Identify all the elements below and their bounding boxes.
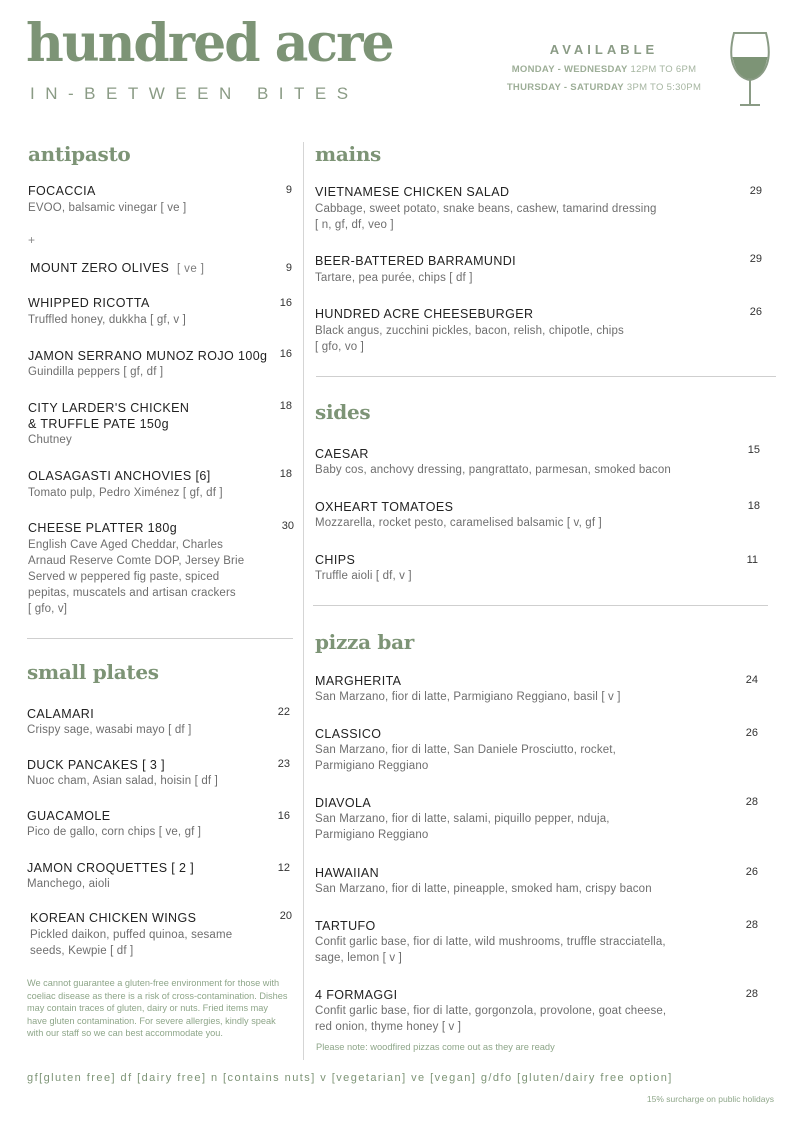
item-price: 16: [277, 810, 290, 822]
item-price: 28: [745, 919, 758, 931]
surcharge-note: 15% surcharge on public holidays: [646, 1094, 774, 1104]
item-desc: [ gfo, vo ]: [315, 341, 364, 353]
item-price: 16: [279, 348, 292, 360]
item-price: 26: [745, 866, 758, 878]
item-desc: Confit garlic base, fior di latte, gorgonzola, provolone, goat cheese,: [315, 1005, 667, 1017]
hours-weekday: MONDAY - WEDNESDAY 12PM TO 6PM: [511, 64, 697, 75]
item-desc: San Marzano, fior di latte, salami, piquillo pepper, nduja,: [315, 813, 610, 825]
item-price: 28: [745, 988, 758, 1000]
item-price: 22: [277, 706, 290, 718]
item-desc: Pickled daikon, puffed quinoa, sesame: [30, 929, 233, 941]
item-price: 16: [279, 297, 292, 309]
item-desc: Parmigiano Reggiano: [315, 829, 429, 841]
item-desc: San Marzano, fior di latte, pineapple, smoked ham, crispy bacon: [315, 883, 652, 895]
tagline: IN-BETWEEN BITES: [30, 84, 359, 103]
item-desc: Truffled honey, dukkha [ gf, v ]: [28, 314, 187, 326]
section-divider: [313, 605, 768, 606]
item-price: 26: [749, 306, 762, 318]
item-desc: Tartare, pea purée, chips [ df ]: [315, 272, 473, 284]
item-desc: Chutney: [28, 434, 72, 446]
item-desc: Pico de gallo, corn chips [ ve, gf ]: [27, 826, 202, 838]
item-price: 9: [285, 184, 292, 196]
item-desc: Arnaud Reserve Comte DOP, Jersey Brie: [28, 555, 245, 567]
item-name: FOCACCIA: [28, 184, 96, 198]
item-price: 28: [745, 796, 758, 808]
item-price: 15: [747, 444, 760, 456]
item-desc: [ gfo, v]: [28, 603, 68, 615]
item-name: VIETNAMESE CHICKEN SALAD: [315, 185, 510, 199]
pizza-note: Please note: woodfired pizzas come out as they are ready: [316, 1042, 555, 1052]
item-desc: [ n, gf, df, veo ]: [315, 219, 394, 231]
plus-separator: +: [28, 233, 36, 247]
item-price: 18: [279, 468, 292, 480]
item-price: 30: [281, 520, 294, 532]
section-title-small-plates: small plates: [27, 660, 159, 684]
section-title-antipasto: antipasto: [28, 142, 131, 166]
item-name: MOUNT ZERO OLIVES [ ve ]: [30, 261, 205, 275]
dietary-legend: gf[gluten free] df [dairy free] n [contains nuts] v [vegetarian] ve [vegan] g/dfo [gluten/dairy free option]: [27, 1072, 673, 1084]
item-name: MARGHERITA: [315, 674, 402, 688]
item-desc: Manchego, aioli: [27, 878, 110, 890]
item-price: 20: [279, 910, 292, 922]
item-name: WHIPPED RICOTTA: [28, 296, 150, 310]
item-desc: Crispy sage, wasabi mayo [ df ]: [27, 724, 192, 736]
item-name: GUACAMOLE: [27, 809, 111, 823]
item-desc: Served w peppered fig paste, spiced: [28, 571, 220, 583]
item-name: KOREAN CHICKEN WINGS: [30, 911, 197, 925]
item-name: CALAMARI: [27, 707, 95, 721]
item-desc: Parmigiano Reggiano: [315, 760, 429, 772]
item-price: 18: [279, 400, 292, 412]
item-name: HAWAIIAN: [315, 866, 380, 880]
section-divider: [27, 638, 293, 639]
item-desc: Baby cos, anchovy dressing, pangrattato, parmesan, smoked bacon: [315, 464, 671, 476]
item-diet-tag: [ ve ]: [176, 263, 205, 275]
item-name: CAESAR: [315, 447, 369, 461]
item-desc: Guindilla peppers [ gf, df ]: [28, 366, 164, 378]
item-name: DUCK PANCAKES [ 3 ]: [27, 758, 165, 772]
item-name: 4 FORMAGGI: [315, 988, 398, 1002]
item-desc: Nuoc cham, Asian salad, hoisin [ df ]: [27, 775, 218, 787]
item-name: CHEESE PLATTER 180g: [28, 521, 178, 535]
item-desc: sage, lemon [ v ]: [315, 952, 402, 964]
item-name: TARTUFO: [315, 919, 376, 933]
available-heading: AVAILABLE: [549, 42, 659, 57]
item-name: OLASAGASTI ANCHOVIES [6]: [28, 469, 211, 483]
item-desc: Mozzarella, rocket pesto, caramelised balsamic [ v, gf ]: [315, 517, 602, 529]
item-name: JAMON CROQUETTES [ 2 ]: [27, 861, 195, 875]
item-name: JAMON SERRANO MUNOZ ROJO 100g: [28, 349, 268, 363]
item-price: 24: [745, 674, 758, 686]
item-desc: red onion, thyme honey [ v ]: [315, 1021, 462, 1033]
brand-logo: hundred acre: [26, 13, 393, 74]
item-name: OXHEART TOMATOES: [315, 500, 454, 514]
allergy-disclaimer: We cannot guarantee a gluten-free environment for those with coeliac disease as there is a risk of cross-contamination. Dishes may contain traces of gluten, dairy or nuts. Fried items may have gluten contamination. For severe allergies, kindly speak with our staff so we can best accommodate you.: [27, 978, 288, 1039]
section-divider: [316, 376, 776, 377]
item-name: HUNDRED ACRE CHEESEBURGER: [315, 307, 534, 321]
item-desc: Truffle aioli [ df, v ]: [315, 570, 412, 582]
item-name: DIAVOLA: [315, 796, 372, 810]
item-desc: seeds, Kewpie [ df ]: [30, 945, 134, 957]
item-name: & TRUFFLE PATE 150g: [28, 417, 169, 431]
item-desc: San Marzano, fior di latte, San Daniele Prosciutto, rocket,: [315, 744, 616, 756]
item-desc: Cabbage, sweet potato, snake beans, cashew, tamarind dressing: [315, 203, 657, 215]
item-desc: Confit garlic base, fior di latte, wild mushrooms, truffle stracciatella,: [315, 936, 666, 948]
item-name: BEER-BATTERED BARRAMUNDI: [315, 254, 517, 268]
item-desc: EVOO, balsamic vinegar [ ve ]: [28, 202, 187, 214]
item-price: 29: [749, 185, 762, 197]
item-desc: San Marzano, fior di latte, Parmigiano Reggiano, basil [ v ]: [315, 691, 621, 703]
item-price: 23: [277, 758, 290, 770]
item-desc: pepitas, muscatels and artisan crackers: [28, 587, 236, 599]
section-title-sides: sides: [315, 400, 371, 424]
item-price: 26: [745, 727, 758, 739]
wine-glass-icon: [728, 30, 772, 110]
item-price: 18: [747, 500, 760, 512]
item-name: CITY LARDER'S CHICKEN: [28, 401, 190, 415]
item-price: 12: [277, 862, 290, 874]
section-title-pizza-bar: pizza bar: [315, 630, 414, 654]
item-desc: Black angus, zucchini pickles, bacon, relish, chipotle, chips: [315, 325, 624, 337]
hours-weekend: THURSDAY - SATURDAY 3PM TO 5:30PM: [506, 82, 702, 93]
item-desc: Tomato pulp, Pedro Ximénez [ gf, df ]: [28, 487, 223, 499]
column-divider: [303, 142, 304, 1060]
item-price: 29: [749, 253, 762, 265]
item-name: CLASSICO: [315, 727, 382, 741]
item-price: 11: [746, 554, 758, 566]
item-desc: English Cave Aged Cheddar, Charles: [28, 539, 223, 551]
item-price: 9: [285, 262, 292, 274]
section-title-mains: mains: [315, 142, 382, 166]
item-name: CHIPS: [315, 553, 356, 567]
